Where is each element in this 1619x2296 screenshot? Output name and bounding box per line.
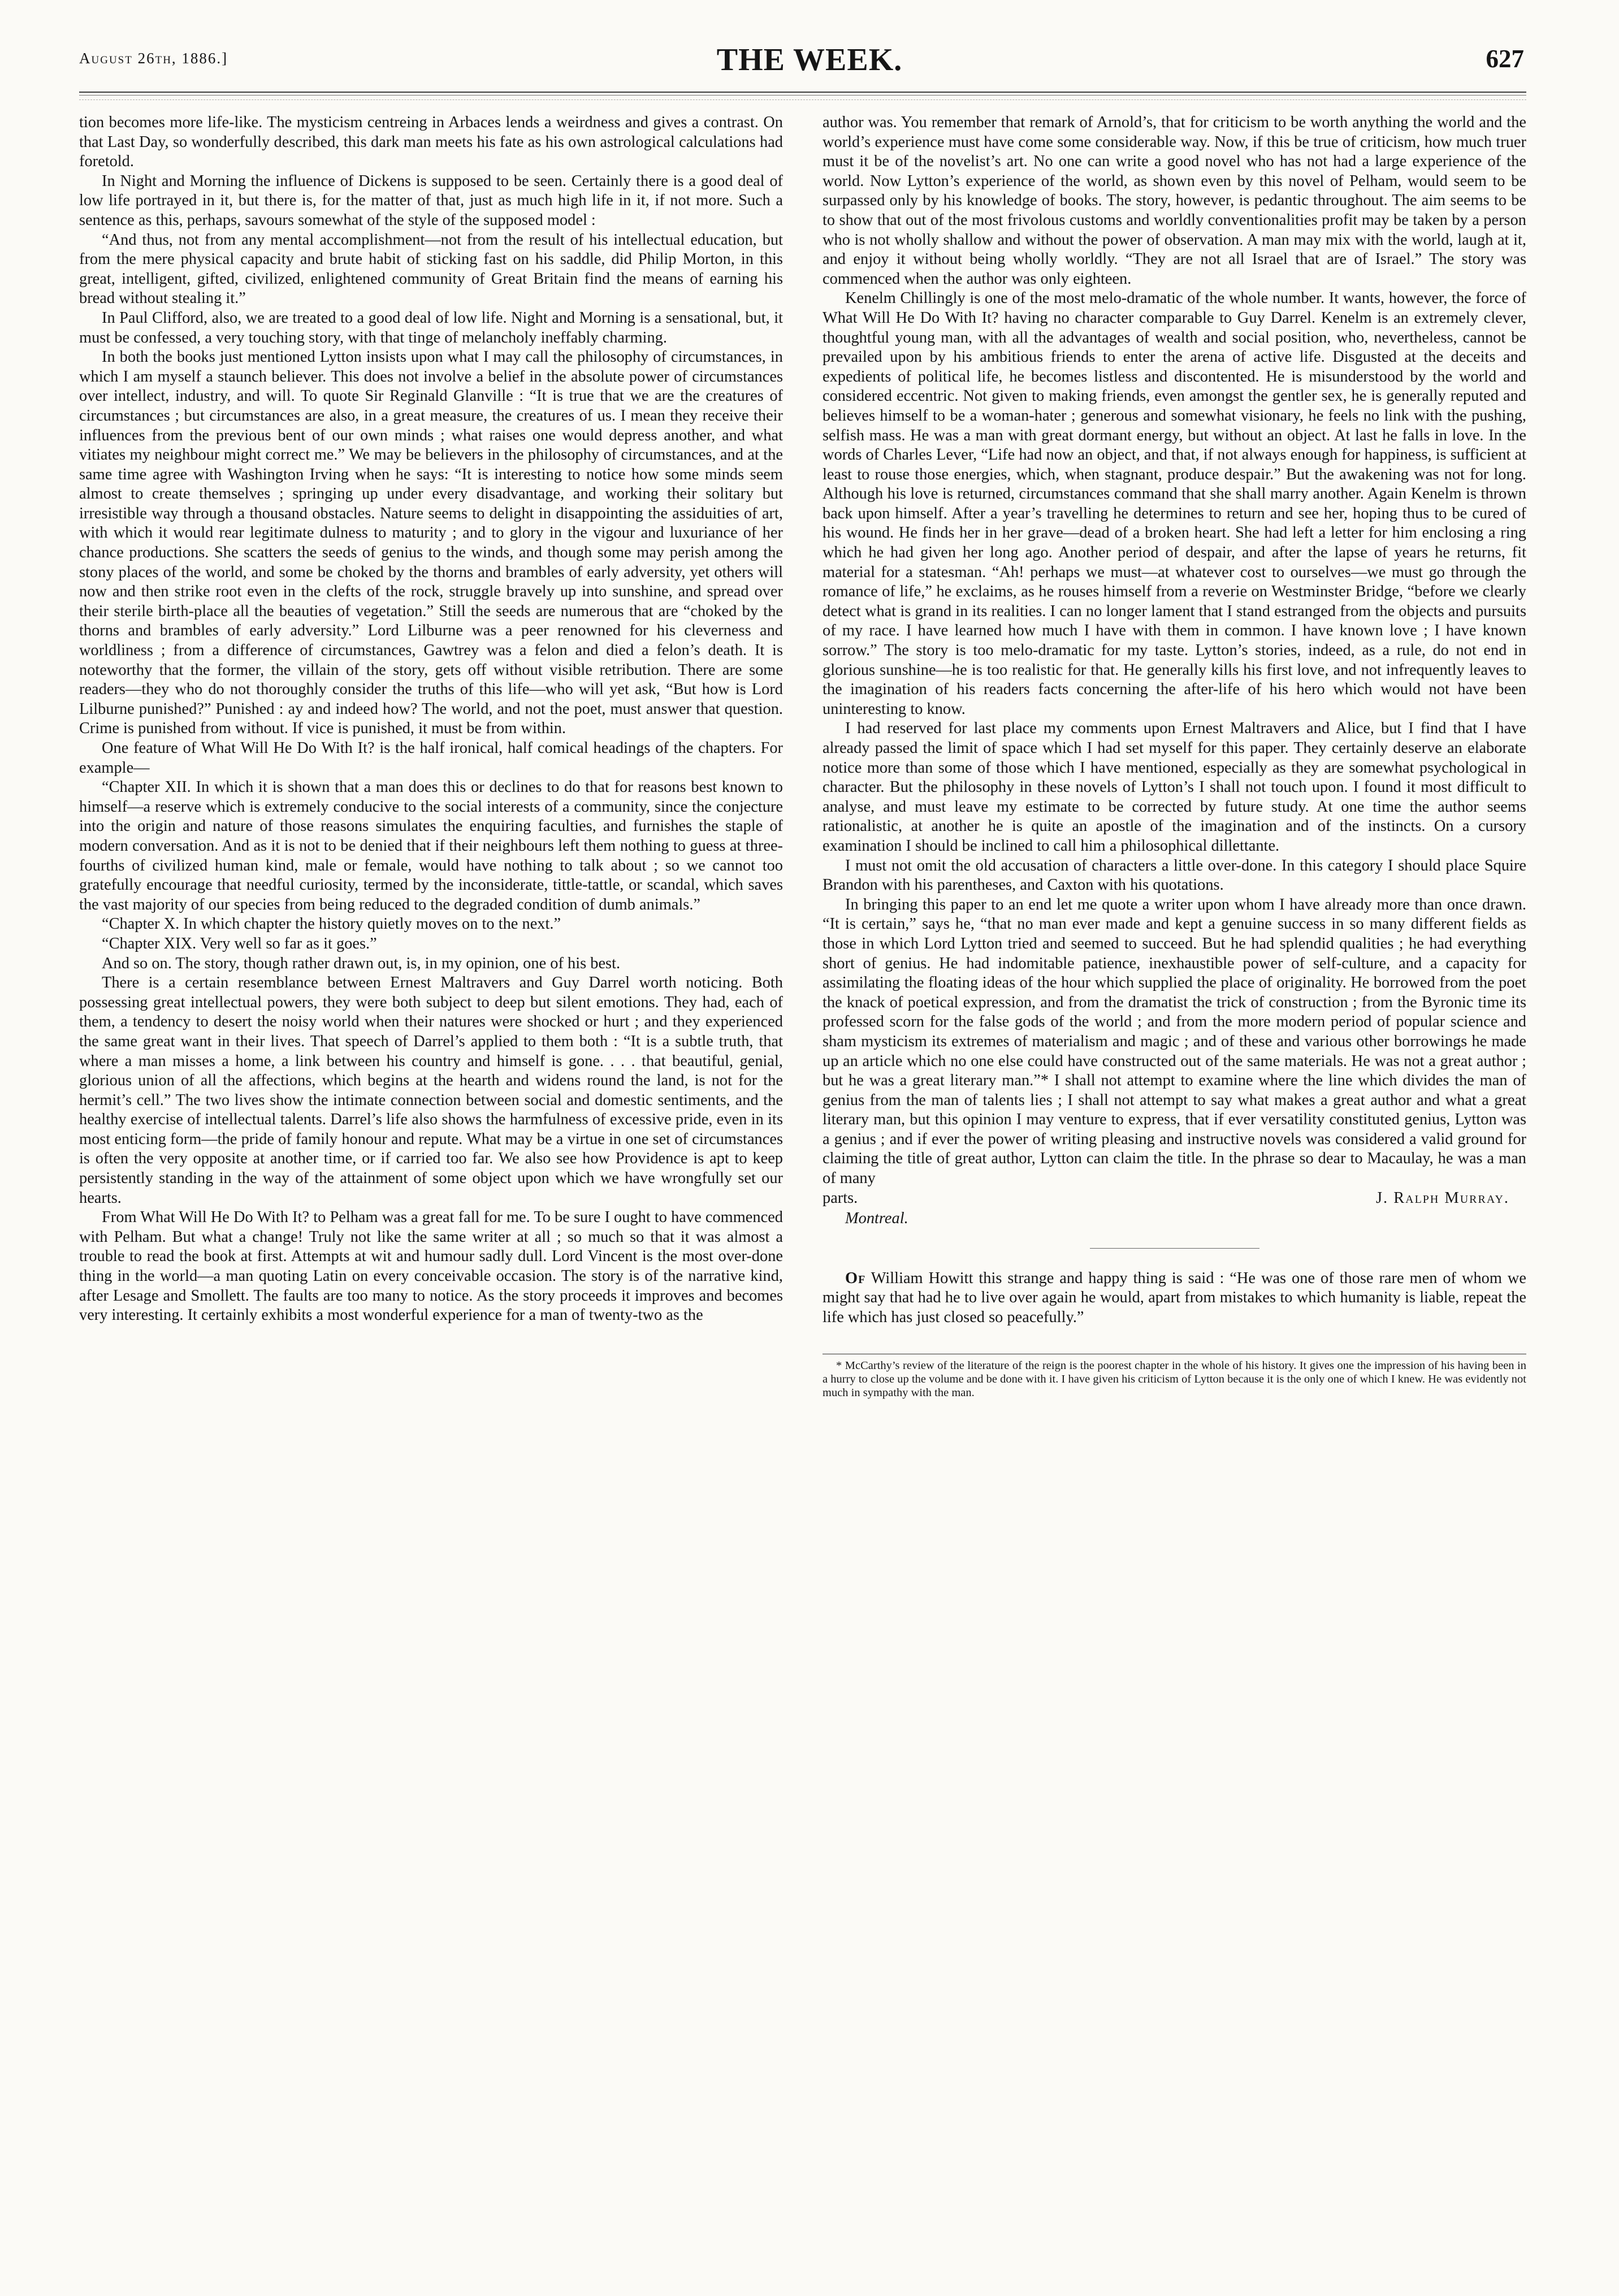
chapter-heading-quote: “Chapter XIX. Very well so far as it goes.” <box>102 934 377 952</box>
lead-word: Of <box>845 1269 866 1287</box>
left-column <box>79 113 783 1325</box>
paragraph: One feature of What Will He Do With It? is the half ironical, half comical headings of the chapters. For example— <box>79 739 783 777</box>
page-number: 627 <box>1486 45 1524 73</box>
block-quote: “And thus, not from any mental accomplishment—not from the result of his intellectual education, but from the mere physical capacity and brute habit of sticking fast on his saddle, did Philip Morton, in this great, intelligent, gifted, civilized, enlightened community of Great Britain find the means of earning his bread without stealing it.” <box>79 231 783 307</box>
masthead-title: THE WEEK. <box>716 42 903 77</box>
paragraph: tion becomes more life-like. The mysticism centreing in Arbaces lends a weirdness and gives a contrast. On that Last Day, so wonderfully described, this dark man meets his fate as his own astrological calculations had foretold. <box>79 114 783 171</box>
section-separator <box>1090 1248 1259 1249</box>
chapter-heading-quote: “Chapter X. In which chapter the history quietly moves on to the next.” <box>102 915 561 933</box>
header-rule-dashed <box>79 99 1526 100</box>
paragraph: Kenelm Chillingly is one of the most melo-dramatic of the whole number. It wants, however, the force of What Will He Do With It? having no character comparable to Guy Darrel. Kenelm is an extremely clever, thoughtful young man, with all the advantages of wealth and social position, who, nevertheless, cannot be prevailed upon by his ambitious friends to enter the arena of active life. Disgusted at the deceits and expedients of political life, he becomes listless and discontented. He is misunderstood by the world and considered eccentric. Not given to making friends, even amongst the gentler sex, he is generally reputed and believes himself to be a woman-hater ; generous and somewhat visionary, he feels no link with the pushing, selfish mass. He was a man with great dormant energy, but without an object. At last he falls in love. In the words of Charles Lever, “Life had now an object, and that, if not always enough for happiness, is sufficient at least to rouse those energies, which, when stagnant, produce despair.” But the awakening was not for long. Although his love is returned, circumstances command that she shall marry another. Again Kenelm is thrown back upon himself. After a year’s travelling he determines to return and see her, hoping thus to be cured of his wound. He finds her in her grave—dead of a broken heart. She had left a letter for him enclosing a ring which he had given her long ago. Another period of despair, and after the lapse of years he returns, fit material for a statesman. “Ah! perhaps we must—at whatever cost to ourselves—we must go through the romance of life,” he exclaims, as he rouses himself from a reverie on Westminster Bridge, “before we clearly detect what is grand in its realities. I can no longer lament that I stand estranged from the objects and pursuits of my race. I have learned how much I have with them in common. I have known love ; I have known sorrow.” The story is too melo-dramatic for my taste. Lytton’s stories, indeed, as a rule, do not end in glorious sunshine—he is too realistic for that. He generally kills his first love, and not infrequently leaves to the imagination of his readers facts concerning the after-life of his hero which would not have been uninteresting to know. <box>823 289 1526 718</box>
header-rule <box>79 92 1526 96</box>
right-column <box>823 113 1526 1400</box>
dateline-place: Montreal. <box>845 1210 908 1228</box>
chapter-heading-quote: “Chapter XII. In which it is shown that a man does this or declines to do that for reasons best known to himself—a reserve which is extremely conducive to the social interests of a community, since the conjecture into the origin and nature of those reasons simulates the enquiring faculties, and furnishes the staple of modern conversation. And as it is not to be denied that if their neighbours left them nothing to guess at three-fourths of civilized human kind, male or female, would have nothing to talk about ; so we cannot too gratefully encourage that needful curiosity, termed by the inconsiderate, tittle-tattle, or scandal, which saves the vast majority of our species from being reduced to the degraded condition of dumb animals.” <box>79 778 783 913</box>
author-name: J. Ralph Murray. <box>1375 1189 1509 1207</box>
paragraph: From What Will He Do With It? to Pelham was a great fall for me. To be sure I ought to have commenced with Pelham. But what a change! Truly not like the same writer at all ; so much so that it was almost a trouble to read the book at first. Attempts at wit and humour sadly dull. Lord Vincent is the most over-done thing in the world—a man quoting Latin on every conceivable occasion. The story is of the narrative kind, after Lesage and Smollett. The faults are too many to notice. As the story proceeds it improves and becomes very interesting. It certainly exhibits a most wonderful experience for a man of twenty-two as the <box>79 1208 783 1324</box>
paragraph: author was. You remember that remark of Arnold’s, that for criticism to be worth anything the world and the world’s experience must have come some considerable way. Now, if this be true of criticism, how much truer must it be of the novelist’s art. No one can write a good novel who has not had a large experience of the world. Now Lytton’s experience of the world, as shown even by this novel of Pelham, would seem to be surpassed only by his knowledge of books. The story, however, is pedantic throughout. The aim seems to be to show that out of the most frivolous customs and worldly conventionalities profit may be taken by a person who is not wholly shallow and without the power of observation. A man may mix with the world, laugh at it, and enjoy it without being wholly worldly. “They are not all Israel that are of Israel.” The story was commenced when the author was only eighteen. <box>823 114 1526 288</box>
closing-word: parts. <box>823 1189 858 1207</box>
paragraph: And so on. The story, though rather drawn out, is, in my opinion, one of his best. <box>102 954 621 972</box>
howitt-note-text: William Howitt this strange and happy thing is said : “He was one of those rare men of whom we might say that had he to live over again he would, apart from mistakes to which humanity is liable, repeat the life which has just closed so peacefully.” <box>823 1269 1526 1327</box>
issue-date: August 26th, 1886.] <box>79 50 228 67</box>
paragraph: There is a certain resemblance between Ernest Maltravers and Guy Darrel worth noticing. Both possessing great intellectual powers, they were both subject to deep but silent emotions. They had, each of them, a tendency to desert the noisy world when their natures were shocked or hurt ; and they experienced the same great want in their lives. That speech of Darrel’s applied to them both : “It is a subtle truth, that where a man misses a home, a link between his country and himself is gone. . . . that beautiful, genial, glorious union of all the affections, which begins at the hearth and widens round the land, is not for the hermit’s cell.” The two lives show the intimate connection between social and domestic sentiments, and the healthy exercise of intellectual talents. Darrel’s life also shows the harmfulness of excessive pride, even in its most enticing form—the pride of family honour and repute. What may be a virtue in one set of circumstances is often the very opposite at another time, or if carried too far. We also see how Providence is apt to keep persistently standing in the way of the attainment of some object upon which we have wrongfully set our hearts. <box>79 974 783 1207</box>
signature-line <box>823 1189 1526 1208</box>
footnote: * McCarthy’s review of the literature of the reign is the poorest chapter in the whole of his history. It gives one the impression of his having been in a hurry to close up the volume and be done with it. I have given his criticism of Lytton because it is the only one of which I knew. He was evidently not much in sympathy with the man. <box>823 1359 1526 1399</box>
paragraph: I must not omit the old accusation of characters a little over-done. In this category I should place Squire Brandon with his parentheses, and Caxton with his quotations. <box>823 856 1526 894</box>
paragraph: In Night and Morning the influence of Dickens is supposed to be seen. Certainly there is a good deal of low life portrayed in it, but there is, for the matter of that, just as much high life in it, if not more. Such a sentence as this, perhaps, savours somewhat of the style of the supposed model : <box>79 172 783 229</box>
paragraph: In both the books just mentioned Lytton insists upon what I may call the philosophy of circumstances, in which I am myself a staunch believer. This does not involve a belief in the absolute power of circumstances over intellect, industry, and will. To quote Sir Reginald Glanville : “It is true that we are the creatures of circumstances ; but circumstances are also, in a great measure, the creatures of us. I mean they receive their influences from the previous bent of our own minds ; what raises one would depress another, and what vitiates my neighbour might correct me.” We may be believers in the philosophy of circumstances, and at the same time agree with Washington Irving when he says: “It is interesting to notice how some minds seem almost to create themselves ; springing up under every disadvantage, and working their solitary but irresistible way through a thousand obstacles. Nature seems to delight in disappointing the assiduities of art, with which it would rear legitimate dulness to maturity ; and to glory in the vigour and luxuriance of her chance productions. She scatters the seeds of genius to the winds, and though some may perish among the stony places of the world, and some be choked by the thorns and brambles of early adversity, yet others will now and then strike root even in the clefts of the rock, struggle bravely up into sunshine, and spread over their sterile birth-place all the beauties of vegetation.” Still the seeds are numerous that are “choked by the thorns and brambles of early adversity.” Lord Lilburne was a peer renowned for his cleverness and worldliness ; from a difference of circumstances, Gawtrey was a felon and died a felon’s death. It is noteworthy that the former, the villain of the story, gets off without visible retribution. There are some readers—they who do not thoroughly consider the truths of this life—who will yet ask, “But how is Lord Lilburne punished?” Punished : ay and indeed how? The world, and not the poet, must answer that question. Crime is punished from without. If vice is punished, it must be from within. <box>79 348 783 738</box>
paragraph: I had reserved for last place my comments upon Ernest Maltravers and Alice, but I find that I have already passed the limit of space which I had set myself for this paper. They certainly deserve an elaborate notice more than some of those which I have mentioned, especially as they are somewhat psychological in character. But the philosophy in these novels of Lytton’s I shall not touch upon. I found it most difficult to analyse, and must leave my estimate to be corrected by future study. At one time the author seems rationalistic, at another he is quite an apostle of the imagination and of the instincts. On a cursory examination I should be inclined to call him a philosophical dillettante. <box>823 720 1526 855</box>
howitt-note <box>823 1269 1526 1328</box>
paragraph: In bringing this paper to an end let me quote a writer upon whom I have already more than once drawn. “It is certain,” says he, “that no man ever made and kept a genuine success in so many different fields as those in which Lord Lytton tried and seemed to succeed. But he had splendid qualities ; he had everything short of genius. He had indomitable patience, inexhaustible power of self-culture, and a capacity for assimilating the floating ideas of the hour which supplied the place of originality. He borrowed from the poet the knack of poetical expression, and from the dramatist the trick of construction ; from the Byronic time its professed scorn for the false gods of the world ; and from the more modern period of popular science and sham mysticism its extremes of materialism and magic ; and of these and various other borrowings he made up an article which no one else could have constructed out of the same materials. He was not a great author ; but he was a great literary man.”* I shall not attempt to examine where the line which divides the man of genius from the man of talents lies ; I shall not attempt to say what makes a great author and what a great literary man, but this opinion I may venture to express, that if ever versatility constituted genius, Lytton was a genius ; and if ever the power of writing pleasing and instructive novels was considered a valid ground for claiming the title of great author, Lytton can claim the title. In the phrase so dear to Macaulay, he was a man of many <box>823 895 1526 1188</box>
paragraph: In Paul Clifford, also, we are treated to a good deal of low life. Night and Morning is a sensational, but, it must be confessed, a very touching story, with that tinge of melancholy ineffably charming. <box>79 309 783 346</box>
